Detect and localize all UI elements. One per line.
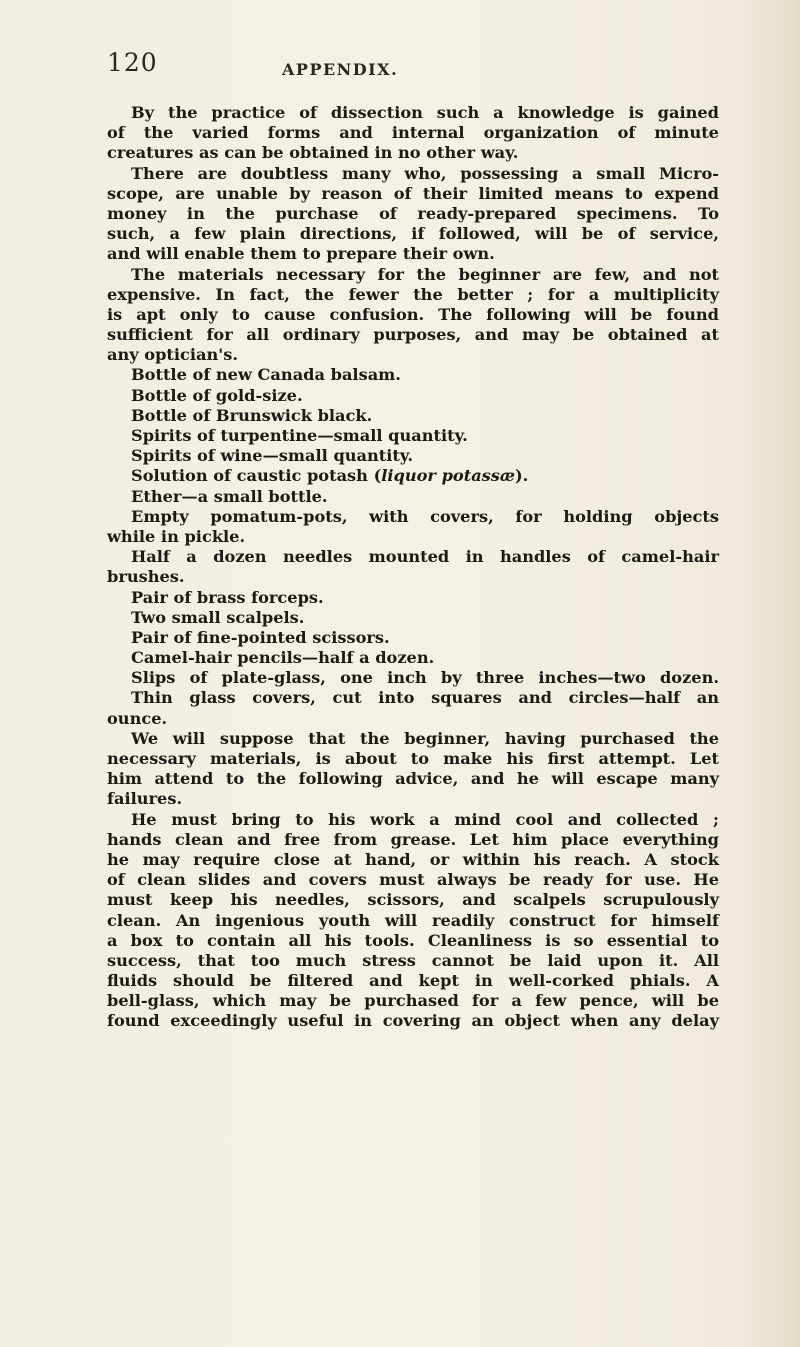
text-line: fluids should be filtered and kept in well-corked phials. A [107, 971, 719, 991]
text-line: Half a dozen needles mounted in handles of camel-hair [131, 547, 719, 567]
text-line: ounce. [107, 708, 168, 728]
text-line: He must bring to his work a mind cool and collected ; [131, 809, 719, 829]
page-header [107, 48, 707, 82]
text-line: scope, are unable by reason of their limited means to expend [107, 183, 719, 203]
text-line: and will enable them to prepare their own. [107, 244, 495, 264]
text-line: Thin glass covers, cut into squares and circles—half an [131, 688, 719, 708]
text-line: of clean slides and covers must always be ready for use. He [107, 870, 719, 890]
text-line: Solution of caustic potash (liquor potassæ). [131, 466, 529, 486]
text-line: he may require close at hand, or within his reach. A stock [107, 849, 719, 869]
text-line: money in the purchase of ready-prepared specimens. To [107, 203, 719, 223]
text-line: Pair of brass forceps. [131, 587, 324, 607]
text-line: Bottle of Brunswick black. [131, 405, 373, 425]
text-line: Spirits of wine—small quantity. [131, 446, 414, 466]
text-line: By the practice of dissection such a knowledge is gained [131, 103, 719, 122]
text-line: hands clean and free from grease. Let him place everything [107, 829, 719, 849]
text-line: clean. An ingenious youth will readily construct for himself [107, 910, 719, 930]
text-line: Bottle of gold-size. [131, 385, 303, 405]
text-line: found exceedingly useful in covering an object when any delay [107, 1011, 719, 1031]
text-line: such, a few plain directions, if followed, will be of service, [107, 224, 719, 244]
text-line: Bottle of new Canada balsam. [131, 365, 401, 385]
text-line: must keep his needles, scissors, and scalpels scrupulously [107, 890, 719, 910]
text-line: creatures as can be obtained in no other way. [107, 143, 519, 163]
text-line: brushes. [107, 567, 185, 587]
text-line: success, that too much stress cannot be laid upon it. All [107, 950, 719, 970]
text-line: failures. [107, 789, 183, 809]
running-head: APPENDIX. [282, 60, 399, 79]
text-line: There are doubtless many who, possessing a small Micro- [131, 163, 719, 183]
text-line: is apt only to cause confusion. The following will be found [107, 304, 719, 324]
text-line: a box to contain all his tools. Cleanliness is so essential to [107, 930, 719, 950]
text-line: while in pickle. [107, 526, 246, 546]
text-line: him attend to the following advice, and he will escape many [107, 769, 719, 789]
text-line: Two small scalpels. [131, 607, 305, 627]
text-line: sufficient for all ordinary purposes, and may be obtained at [107, 325, 719, 345]
body-text [107, 103, 719, 1032]
text-line: of the varied forms and internal organization of minute [107, 123, 719, 143]
text-line: necessary materials, is about to make his first attempt. Let [107, 749, 719, 768]
text-line: Pair of fine-pointed scissors. [131, 627, 390, 647]
text-line: The materials necessary for the beginner are few, and not [131, 264, 719, 284]
page-number: 120 [107, 48, 158, 77]
text-line: bell-glass, which may be purchased for a few pence, will be [107, 991, 719, 1011]
latin-term: liquor potassæ [381, 466, 515, 486]
text-line: Ether—a small bottle. [131, 486, 328, 506]
text-line: Spirits of turpentine—small quantity. [131, 426, 468, 445]
text-line: Camel-hair pencils—half a dozen. [131, 648, 435, 668]
text-line: expensive. In fact, the fewer the better ; for a multiplicity [107, 284, 719, 304]
text-line: Empty pomatum-pots, with covers, for holding objects [131, 506, 719, 526]
text-line: We will suppose that the beginner, having purchased the [131, 728, 719, 748]
text-line: any optician's. [107, 345, 239, 365]
text-line: Slips of plate-glass, one inch by three inches—two dozen. [131, 668, 719, 688]
